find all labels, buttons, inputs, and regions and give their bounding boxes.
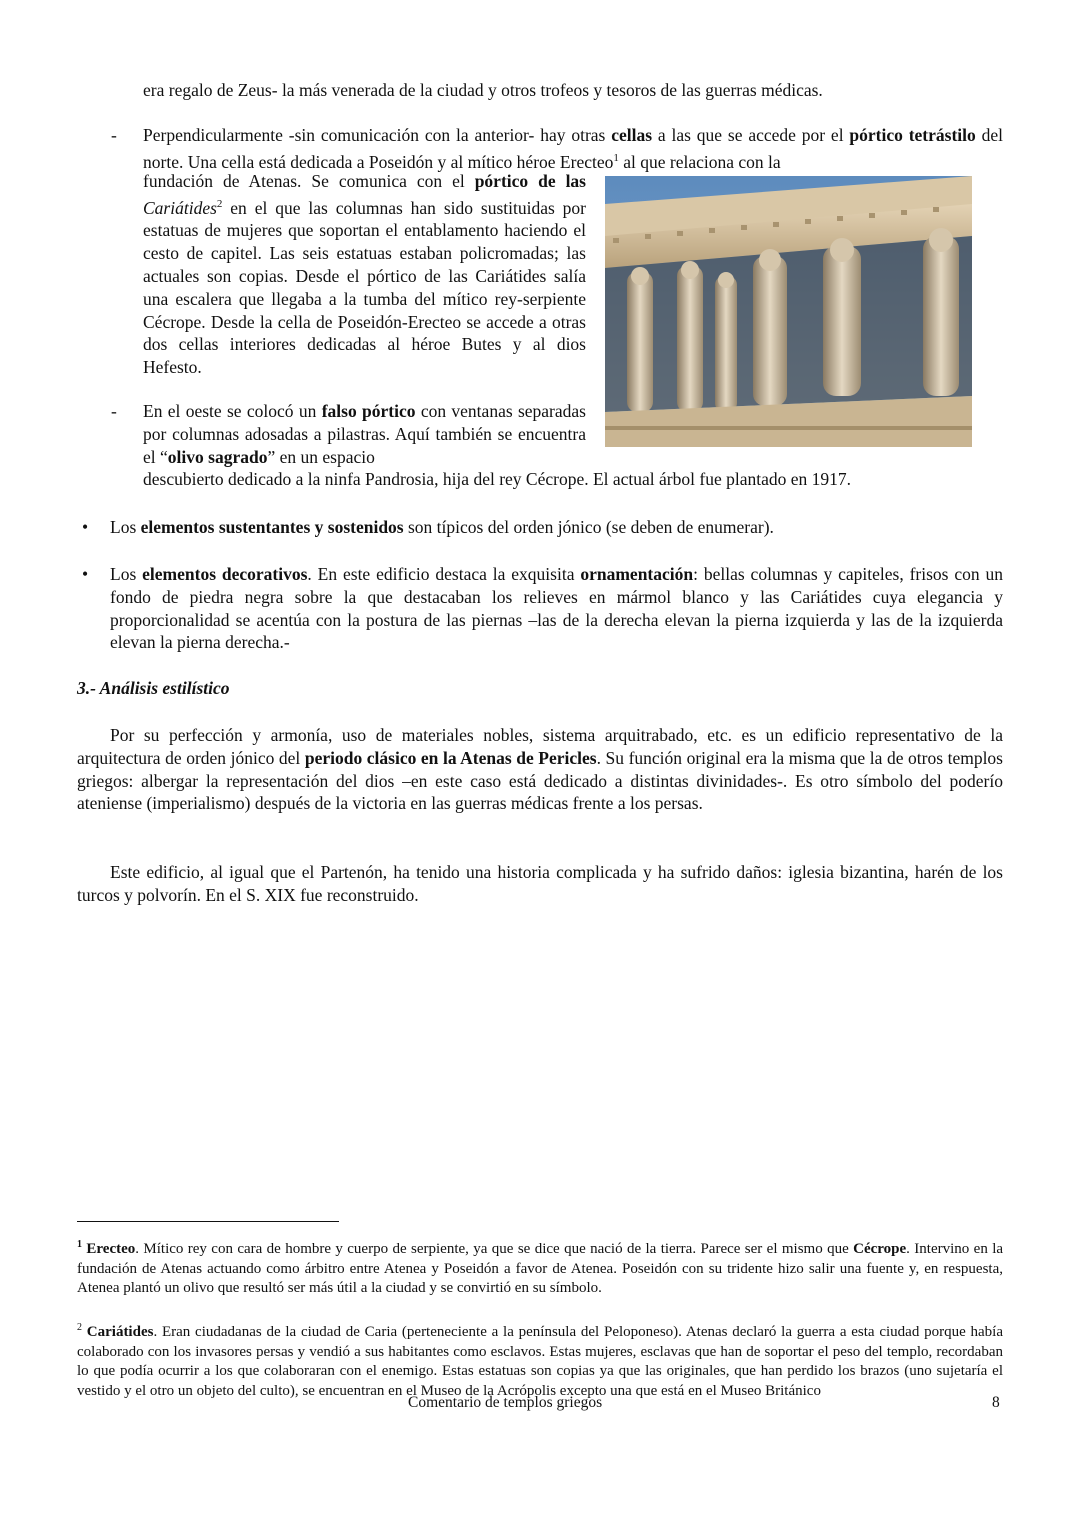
dash-bullet: - [111, 125, 117, 145]
footnote-1: $^1$ Erecteo. Mítico rey con cara de hombre y cuerpo de serpiente, ya que se dice que nació de la tierra. Parece ser el mismo que Cécrope. Intervino en la fundación de Atenas actuando como árbitro entre Atenea y Poseidón a favor de Atenea. Poseidón con su tridente hizo salir una fuente y, en respuesta, Atenea plantó un olivo que resultó ser más útil a la ciudad y se convirtió en su símbolo. [77, 1239, 1004, 1296]
bullet-mark: • [82, 517, 89, 537]
footnote-2: $^2$ Cariátides. Eran ciudadanas de la ciudad de Caria (perteneciente a la península del Peloponeso). Atenas declaró la guerra a esta ciudad porque había colaborado con los invasores persas y vendió a sus habitantes como esclavos. Estas mujeres, esclavas que han de soportar el peso del templo, recordaban lo que podía ocurrir a los que colaboraran con el enemigo. Estas estatuas son copias ya que las originales, que han perdido los brazos (uno sujetaría el vestido y el otro un objeto del culto), se encuentran en el Museo de la Acrópolis excepto una que está en el Museo Británico [77, 1322, 1004, 1399]
list-item-falso-portico: En el oeste se colocó un falso pórtico con ventanas separadas por columnas adosadas a pilastras. Aquí también se encuentra el “olivo sagrado” en un espacio [143, 401, 586, 467]
list-item-cellas-cont: fundación de Atenas. Se comunica con el pórtico de las Cariátides$^2$ en el que las columnas han sido sustituidas por estatuas de mujeres que soportan el entablamento haciendo el cesto de capitel. Las seis estatuas estaban policromadas; las actuales son copias. Desde el pórtico de las Cariátides salía una escalera que llegaba a la tumba del mítico rey-serpiente Cécrope. Desde la cella de Poseidón-Erecteo se accede a otras dos cellas interiores dedicadas al héroe Butes y al dios Hefesto. [143, 171, 586, 378]
bullet-mark: • [82, 564, 89, 584]
list-item-falso-portico-cont: descubierto dedicado a la ninfa Pandrosia, hija del rey Cécrope. El actual árbol fue plantado en 1917. [143, 469, 851, 489]
list-item-cellas: Perpendicularmente -sin comunicación con la anterior- hay otras cellas a las que se accede por el pórtico tetrástilo del norte. Una cella está dedicada a Poseidón y al mítico héroe Erecteo$^1$ al que relaciona con la [143, 125, 1003, 172]
dash-bullet: - [111, 401, 117, 421]
section-heading: 3.- Análisis estilístico [77, 678, 230, 698]
item1-s4-first: al que relaciona con la [618, 151, 781, 172]
page-number: 8 [992, 1394, 1000, 1411]
caryatids-illustration [605, 176, 972, 447]
bullet-sustentantes: Los elementos sustentantes y sostenidos son típicos del orden jónico (se deben de enumerar). [110, 517, 774, 537]
caryatids-photo [605, 176, 972, 447]
paragraph-analisis: Por su perfección y armonía, uso de materiales nobles, sistema arquitrabado, etc. es un edificio representativo de la arquitectura de orden jónico del periodo clásico en la Atenas de Pericles. Su función original era la misma que la de otros templos griegos: albergar la representación del dios –en este caso está dedicado a distintas divinidades-. Es otro símbolo del poderío ateniense (imperialismo) después de la victoria en las guerras médicas frente a los persas. [77, 725, 1003, 814]
bullet-decorativos: Los elementos decorativos. En este edificio destaca la exquisita ornamentación: bellas columnas y capiteles, frisos con un fondo de piedra negra sobre la que destacaban los relieves en mármol blanco y las Cariátides cuya elegancia y proporcionalidad se acentúa con la postura de las piernas –las de la derecha elevan la pierna izquierda y las de la izquierda elevan la pierna derecha.- [110, 564, 1004, 653]
footnote-separator [77, 1221, 339, 1222]
continuation-paragraph: era regalo de Zeus- la más venerada de la ciudad y otros trofeos y tesoros de las guerras médicas. [143, 80, 823, 100]
footer-title: Comentario de templos griegos [408, 1394, 603, 1411]
paragraph-historia: Este edificio, al igual que el Partenón, ha tenido una historia complicada y ha sufrido daños: iglesia bizantina, harén de los turcos y polvorín. En el S. XIX fue reconstruido. [77, 862, 1003, 905]
